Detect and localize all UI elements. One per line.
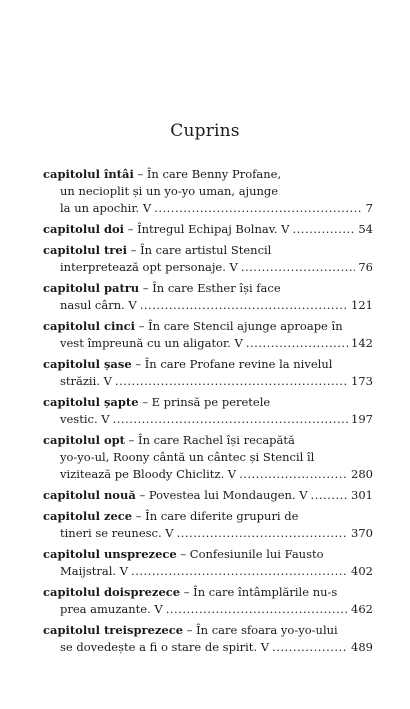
chapter-description: se dovedește a fi o stare de spirit. V (60, 640, 270, 654)
toc-entry-line (43, 466, 373, 483)
toc-entry-line (43, 318, 373, 335)
toc-entry (43, 508, 373, 542)
chapter-label: capitolul șase (43, 357, 132, 371)
toc-entry (43, 546, 373, 580)
chapter-description: tineri se reunesc. V (60, 526, 174, 540)
chapter-label: capitolul unsprezece (43, 547, 177, 561)
toc-entry (43, 280, 373, 314)
toc-entry (43, 394, 373, 428)
toc-entry-line (43, 432, 373, 449)
toc-entry-line (43, 280, 373, 297)
chapter-label: capitolul șapte (43, 395, 139, 409)
chapter-description: yo-yo-ul, Roony cântă un cântec și Stencil îl (60, 450, 315, 464)
toc-entry-line (43, 373, 373, 390)
toc-entry-line (43, 546, 373, 563)
chapter-label: capitolul doisprezece (43, 585, 181, 599)
chapter-description: străzii. V (60, 374, 112, 388)
toc-entry (43, 584, 373, 618)
dot-leader (311, 487, 349, 504)
toc-entry (43, 487, 373, 504)
toc-entry (43, 318, 373, 352)
toc-entry (43, 166, 373, 217)
chapter-description: – E prinsă pe peretele (142, 395, 271, 409)
toc-entry (43, 242, 373, 276)
chapter-description: – În care diferite grupuri de (135, 509, 299, 523)
page-number: 197 (351, 412, 373, 426)
dot-leader (241, 259, 356, 276)
toc-entry-line (43, 449, 373, 466)
chapter-description: – În care sfoara yo-yo-ului (186, 623, 338, 637)
chapter-description: vizitează pe Bloody Chiclitz. V (60, 467, 237, 481)
dot-leader (239, 466, 348, 483)
toc-entry-line (43, 394, 373, 411)
chapter-description: – În care Profane revine la nivelul (135, 357, 333, 371)
page-number: 121 (351, 298, 373, 312)
chapter-description: – În care Benny Profane, (137, 167, 282, 181)
dot-leader (140, 297, 348, 314)
toc-entry-line (43, 200, 373, 217)
chapter-label: capitolul patru (43, 281, 140, 295)
chapter-description: – Întregul Echipaj Bolnav. V (127, 222, 290, 236)
toc-entry-line (43, 508, 373, 525)
chapter-description: la un apochir. V (60, 201, 152, 215)
chapter-description: – Confesiunile lui Fausto (180, 547, 324, 561)
dot-leader (113, 411, 348, 428)
toc-entry-line (43, 622, 373, 639)
toc-entry (43, 432, 373, 483)
page-number: 7 (365, 201, 373, 215)
chapter-description: – În care Rachel își recapătă (128, 433, 295, 447)
toc-entry-line (43, 297, 373, 314)
toc-entry-line (43, 242, 373, 259)
chapter-description: un necioplit și un yo-yo uman, ajunge (60, 184, 279, 198)
toc-entry (43, 221, 373, 238)
page-number: 301 (351, 488, 373, 502)
page-number: 142 (351, 336, 373, 350)
toc-entry-line (43, 335, 373, 352)
chapter-label: capitolul nouă (43, 488, 136, 502)
page-number: 489 (351, 640, 373, 654)
chapter-description: vestic. V (60, 412, 110, 426)
chapter-label: capitolul trei (43, 243, 128, 257)
toc-entry (43, 356, 373, 390)
toc-entry-line (43, 166, 373, 183)
chapter-label: capitolul cinci (43, 319, 136, 333)
chapter-description: – În care Stencil ajunge aproape în (138, 319, 343, 333)
chapter-label: capitolul doi (43, 222, 125, 236)
dot-leader (154, 200, 362, 217)
chapter-label: capitolul zece (43, 509, 133, 523)
page-number: 173 (351, 374, 373, 388)
toc-entry-line (43, 584, 373, 601)
page-number: 402 (351, 564, 373, 578)
chapter-description: – În care artistul Stencil (130, 243, 272, 257)
chapter-description: vest împreună cu un aligator. V (60, 336, 243, 350)
dot-leader (272, 639, 348, 656)
chapter-label: capitolul întâi (43, 167, 134, 181)
toc-entry-line (43, 356, 373, 373)
page-number: 370 (351, 526, 373, 540)
toc-entry-line (43, 183, 373, 200)
toc-entry-line (43, 601, 373, 618)
dot-leader (115, 373, 348, 390)
chapter-description: – În care Esther își face (142, 281, 281, 295)
table-of-contents (43, 166, 373, 660)
page-title: Cuprins (170, 121, 240, 141)
chapter-description: – Povestea lui Mondaugen. V (139, 488, 308, 502)
chapter-description: nasul cârn. V (60, 298, 137, 312)
dot-leader (246, 335, 348, 352)
dot-leader (166, 601, 348, 618)
page-number: 462 (351, 602, 373, 616)
dot-leader (293, 221, 356, 238)
chapter-label: capitolul treisprezece (43, 623, 184, 637)
dot-leader (131, 563, 348, 580)
chapter-description: Maijstral. V (60, 564, 129, 578)
toc-entry (43, 622, 373, 656)
toc-entry-line (43, 221, 373, 238)
page-number: 54 (358, 222, 373, 236)
toc-entry-line (43, 639, 373, 656)
dot-leader (177, 525, 348, 542)
page-number: 280 (351, 467, 373, 481)
toc-entry-line (43, 259, 373, 276)
chapter-label: capitolul opt (43, 433, 125, 447)
chapter-description: – În care întâmplările nu-s (183, 585, 338, 599)
toc-entry-line (43, 563, 373, 580)
toc-entry-line (43, 487, 373, 504)
chapter-description: interpretează opt personaje. V (60, 260, 238, 274)
chapter-description: prea amuzante. V (60, 602, 163, 616)
toc-entry-line (43, 411, 373, 428)
page-number: 76 (358, 260, 373, 274)
toc-entry-line (43, 525, 373, 542)
